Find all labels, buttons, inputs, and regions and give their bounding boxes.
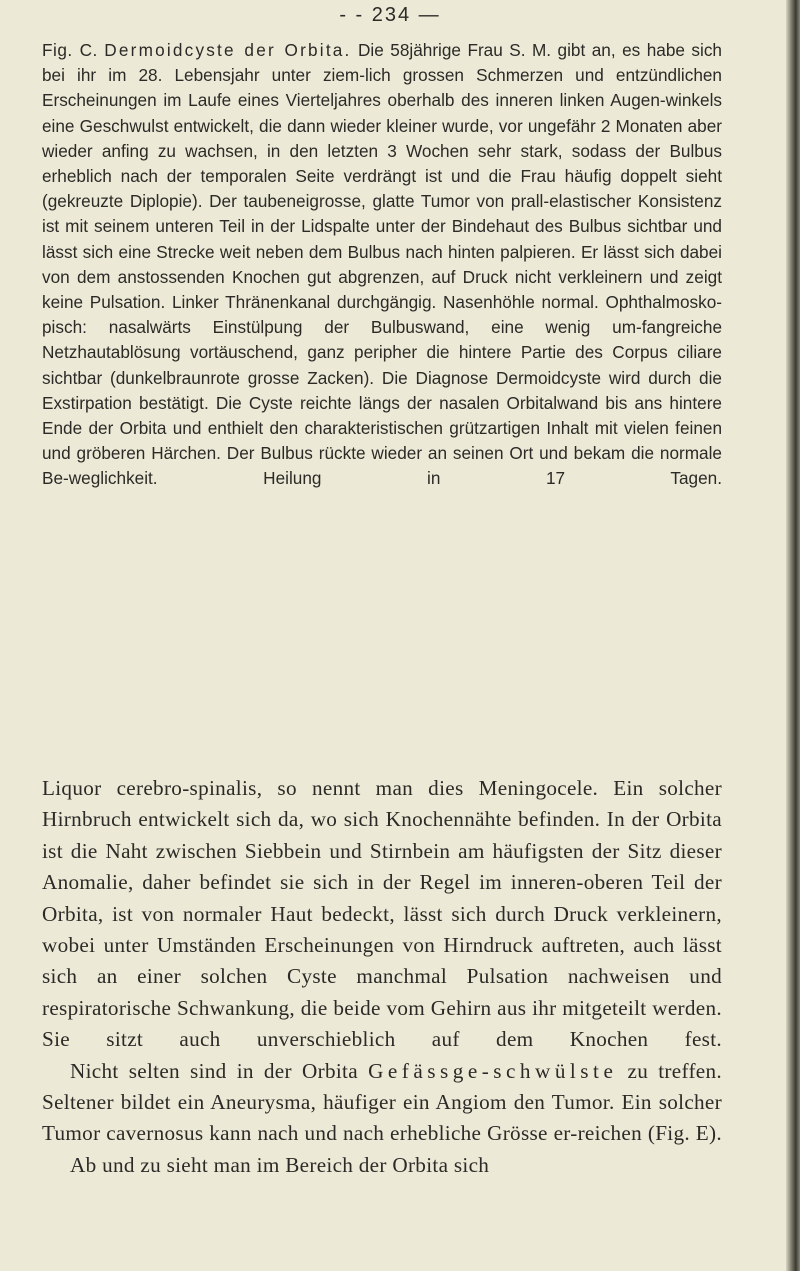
figure-label: Fig. C. [42, 40, 98, 60]
term-gefaessgeschwuelste: Gefässge-schwülste [368, 1058, 618, 1083]
page-edge-shadow [786, 0, 800, 1271]
caption-text: Die 58jährige Frau S. M. gibt an, es habe sich bei ihr im 28. Lebensjahr unter ziem-lich grossen Schmerzen und entzündlichen Erscheinungen im Laufe eines Vierteljahres oberhalb des inneren linken Augen-winkels eine Geschwulst entwickelt, die dann wieder kleiner wurde, vor ungefähr 2 Monaten aber wieder anfing zu wachsen, in den letzten 3 Wochen sehr stark, sodass der Bulbus erheblich nach der temporalen Seite verdrängt ist und die Frau häufig doppelt sieht (gekreuzte Diplopie). Der taubeneigrosse, glatte Tumor von prall-elastischer Konsistenz ist mit seinem unteren Teil in der Lidspalte unter der Bindehaut des Bulbus sichtbar und lässt sich eine Strecke weit neben dem Bulbus nach hinten palpieren. Er lässt sich dabei von dem anstossenden Knochen gut abgrenzen, auf Druck nicht verkleinern und zeigt keine Pulsation. Linker Thränenkanal durchgängig. Nasenhöhle normal. Ophthalmosko-pisch: nasalwärts Einstülpung der Bulbuswand, eine wenig um-fangreiche Netzhautablösung vortäuschend, ganz peripher die hintere Partie des Corpus ciliare sichtbar (dunkelbraunrote grosse Zacken). Die Diagnose Dermoidcyste wird durch die Exstirpation bestätigt. Die Cyste reichte längs der nasalen Orbitalwand bis ans hintere Ende der Orbita und enthielt den charakteristischen grützartigen Inhalt mit vielen feinen und gröberen Härchen. Der Bulbus rückte wieder an seinen Ort und bekam die normale Be-weglichkeit. Heilung in 17 Tagen. [42, 40, 722, 489]
body-text [42, 773, 722, 1181]
paragraph-orbita: Ab und zu sieht man im Bereich der Orbita sich [70, 1152, 490, 1177]
paragraph-meningocele: Liquor cerebro-spinalis, so nennt man dies Meningocele. Ein solcher Hirnbruch entwickelt sich da, wo sich Knochennähte befinden. In der Orbita ist die Naht zwischen Siebbein und Stirnbein am häufigsten der Sitz dieser Anomalie, daher befindet sie sich in der Regel im inneren-oberen Teil der Orbita, ist von normaler Haut bedeckt, lässt sich durch Druck verkleinern, wobei unter Umständen Erscheinungen von Hirndruck auftreten, auch lässt sich an einer solchen Cyste manchmal Pulsation nachweisen und respiratorische Schwankung, die beide vom Gehirn aus ihr mitgeteilt werden. Sie sitzt auch unverschieblich auf dem Knochen fest. [42, 776, 722, 1052]
paragraph-gefaessgeschwuelste [42, 1056, 722, 1150]
paragraph-2-rest: zu treffen. Seltener bildet ein Aneurysma, häufiger ein Angiom den Tumor. Ein solcher Tumor cavernosus kann nach und nach erhebliche Grösse er-reichen (Fig. E). [42, 1058, 722, 1146]
figure-caption [42, 38, 722, 492]
figure-title: Dermoidcyste der Orbita. [104, 40, 352, 60]
page-number: - - 234 — [339, 4, 441, 26]
paragraph-2-start: Nicht selten sind in der Orbita [70, 1058, 358, 1083]
